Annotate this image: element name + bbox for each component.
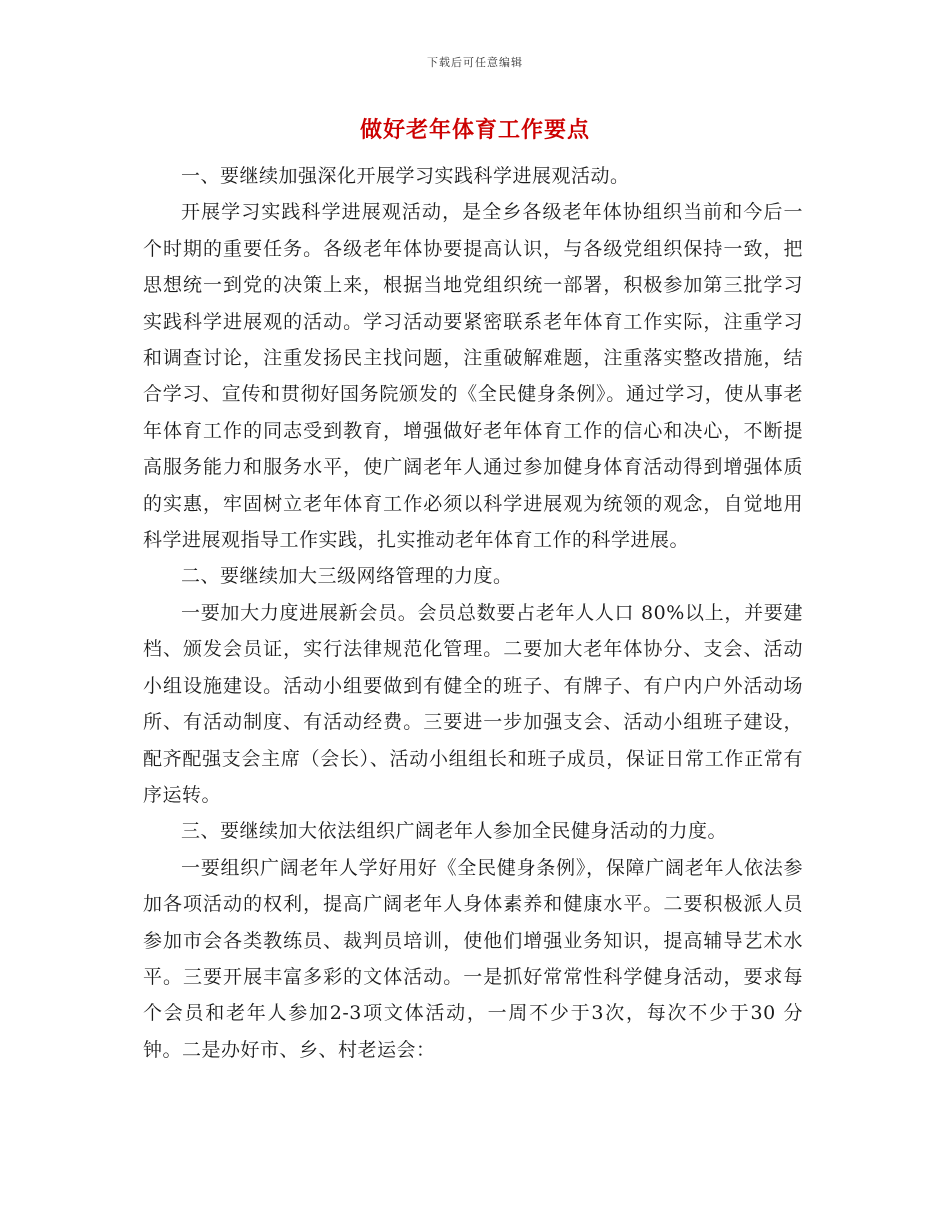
document-title: 做好老年体育工作要点 bbox=[359, 117, 590, 143]
paragraph-2: 一要加大力度进展新会员。会员总数要占老年人人口 80%以上，并要建档、颁发会员证，实行法律规范化管理。二要加大老年体协分、支会、活动小组设施建设。活动小组要做到有健全的班子、有牌子、有户内户外活动场所、有活动制度、有活动经费。三要进一步加强支会、活动小组班子建设，配齐配强支会主席（会长）、活动小组组长和班子成员，保证日常工作正常有序运转。 bbox=[143, 601, 803, 806]
section-heading-1: 一、要继续加强深化开展学习实践科学进展观活动。 bbox=[181, 165, 630, 187]
section-heading-3: 三、要继续加大依法组织广阔老年人参加全民健身活动的力度。 bbox=[181, 820, 728, 843]
section-heading-2: 二、要继续加大三级网络管理的力度。 bbox=[181, 565, 513, 588]
document-body bbox=[143, 158, 803, 1068]
paragraph-3: 一要组织广阔老年人学好用好《全民健身条例》，保障广阔老年人依法参加各项活动的权利，提高广阔老年人身体素养和健康水平。二要积极派人员参加市会各类教练员、裁判员培训，使他们增强业务知识，提高辅导艺术水平。三要开展丰富多彩的文体活动。一是抓好常常性科学健身活动，要求每个会员和老年人参加2-3项文体活动，一周不少于3次，每次不少于30 分钟。二是办好市、乡、村老运会： bbox=[143, 856, 803, 1061]
paragraph-1: 开展学习实践科学进展观活动，是全乡各级老年体协组织当前和今后一个时期的重要任务。各级老年体协要提高认识，与各级党组织保持一致，把思想统一到党的决策上来，根据当地党组织统一部署，积极参加第三批学习实践科学进展观的活动。学习活动要紧密联系老年体育工作实际，注重学习和调查讨论，注重发扬民主找问题，注重破解难题，注重落实整改措施，结合学习、宣传和贯彻好国务院颁发的《全民健身条例》。通过学习，使从事老年体育工作的同志受到教育，增强做好老年体育工作的信心和决心，不断提高服务能力和服务水平，使广阔老年人通过参加健身体育活动得到增强体质的实惠，牢固树立老年体育工作必须以科学进展观为统领的观念，自觉地用科学进展观指导工作实践，扎实推动老年体育工作的科学进展。 bbox=[143, 201, 803, 552]
page-header-note: 下载后可任意编辑 bbox=[427, 56, 523, 69]
